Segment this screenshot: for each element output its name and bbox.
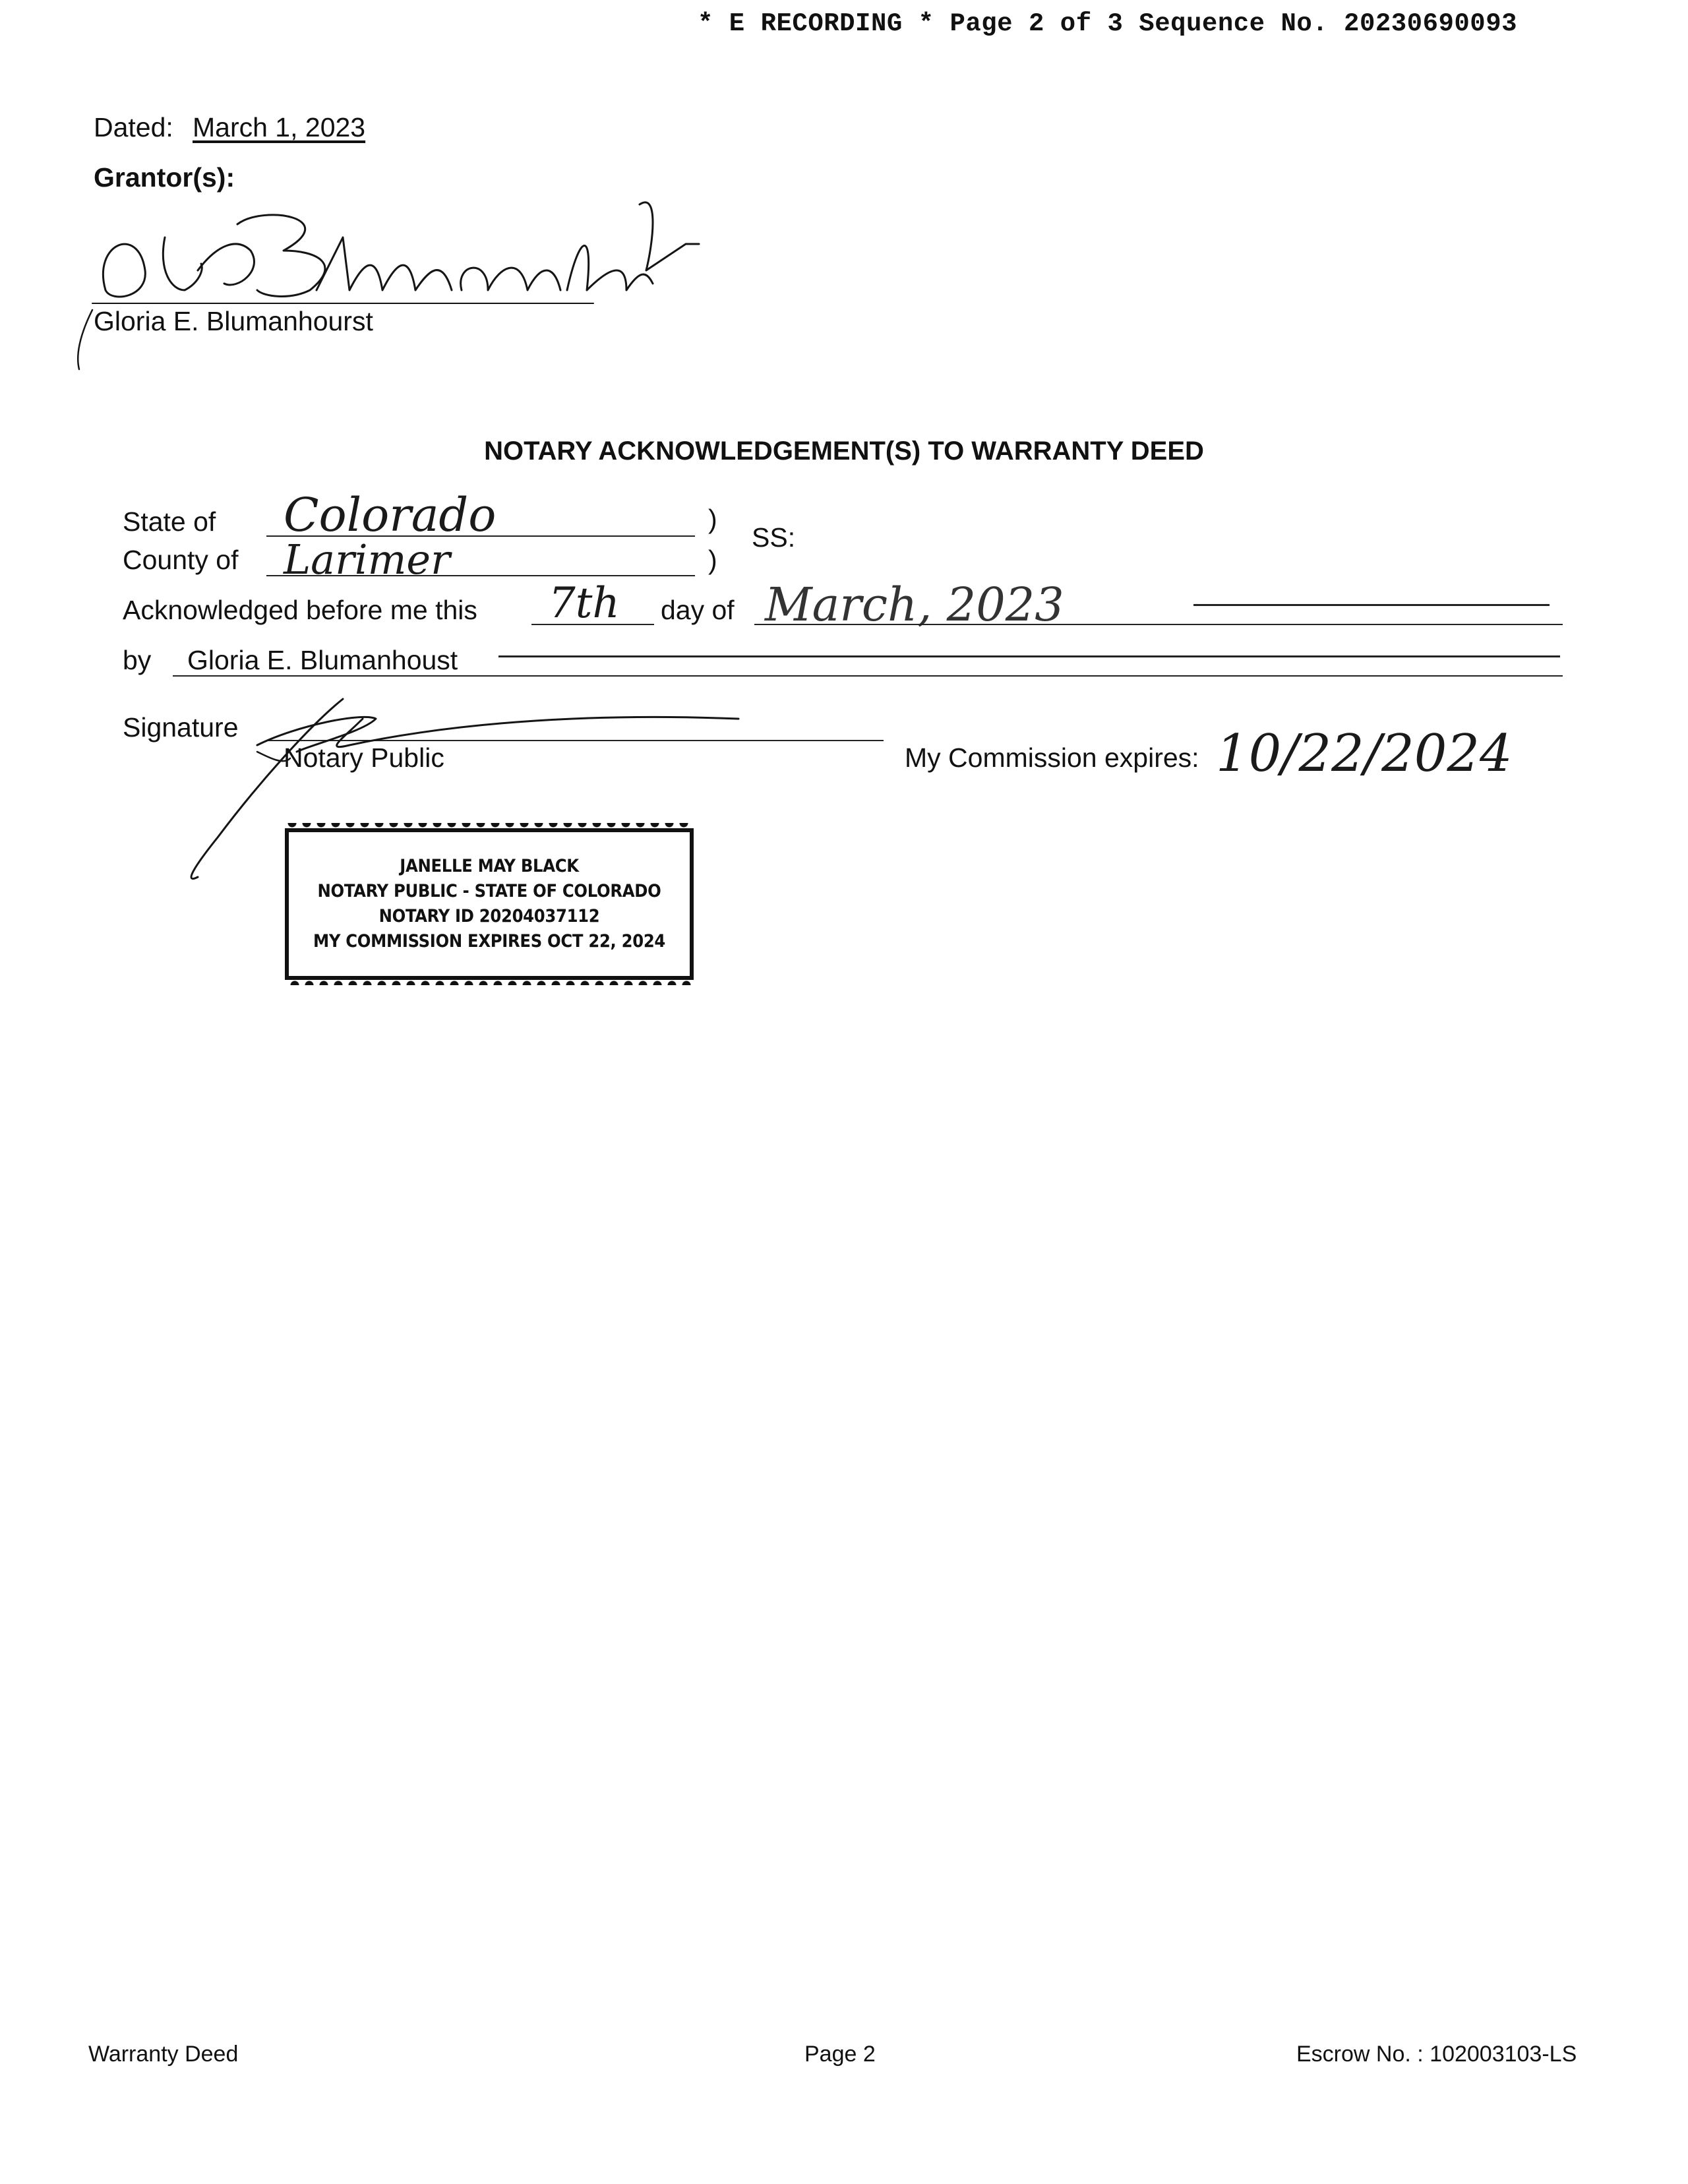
county-value: Larimer (284, 535, 450, 584)
dated-label: Dated: (94, 112, 173, 142)
by-strike-line (498, 655, 1560, 657)
grantor-signature-image (66, 191, 712, 376)
ss-label: SS: (752, 522, 796, 553)
day-value: 7th (549, 579, 620, 628)
grantor-name: Gloria E. Blumanhourst (94, 306, 373, 336)
footer-page: Page 2 (804, 2042, 876, 2067)
by-value: Gloria E. Blumanhoust (187, 645, 458, 675)
acknowledged-label: Acknowledged before me this (123, 595, 477, 625)
day-line (531, 624, 654, 625)
stamp-line-4: MY COMMISSION EXPIRES OCT 22, 2024 (313, 931, 666, 952)
commission-value: 10/22/2024 (1216, 724, 1513, 783)
month-year-value: March, 2023 (765, 578, 1064, 632)
dated-value: March 1, 2023 (193, 112, 366, 142)
county-label: County of (123, 545, 239, 575)
month-strike-line (1193, 604, 1550, 606)
stamp-line-2: NOTARY PUBLIC - STATE OF COLORADO (317, 881, 661, 901)
recording-header: * E RECORDING * Page 2 of 3 Sequence No. 20230690093 (698, 9, 1517, 38)
grantors-label: Grantor(s): (94, 162, 235, 193)
by-line (173, 675, 1563, 677)
state-label: State of (123, 506, 216, 537)
state-paren: ) (708, 504, 717, 534)
stamp-line-1: JANELLE MAY BLACK (400, 856, 579, 876)
state-value: Colorado (284, 488, 497, 542)
signature-label: Signature (123, 712, 239, 743)
county-paren: ) (708, 545, 717, 575)
month-line (754, 624, 1563, 625)
county-line (266, 575, 695, 576)
notary-stamp (285, 828, 694, 980)
day-of-label: day of (661, 595, 735, 625)
footer-escrow: Escrow No. : 102003103-LS (1296, 2042, 1577, 2067)
footer-left: Warranty Deed (88, 2042, 239, 2067)
notary-title: NOTARY ACKNOWLEDGEMENT(S) TO WARRANTY DEED (484, 437, 1204, 466)
stamp-line-3: NOTARY ID 20204037112 (378, 906, 600, 926)
notary-public-label: Notary Public (284, 743, 444, 773)
by-label: by (123, 645, 152, 675)
commission-label: My Commission expires: (905, 743, 1199, 773)
